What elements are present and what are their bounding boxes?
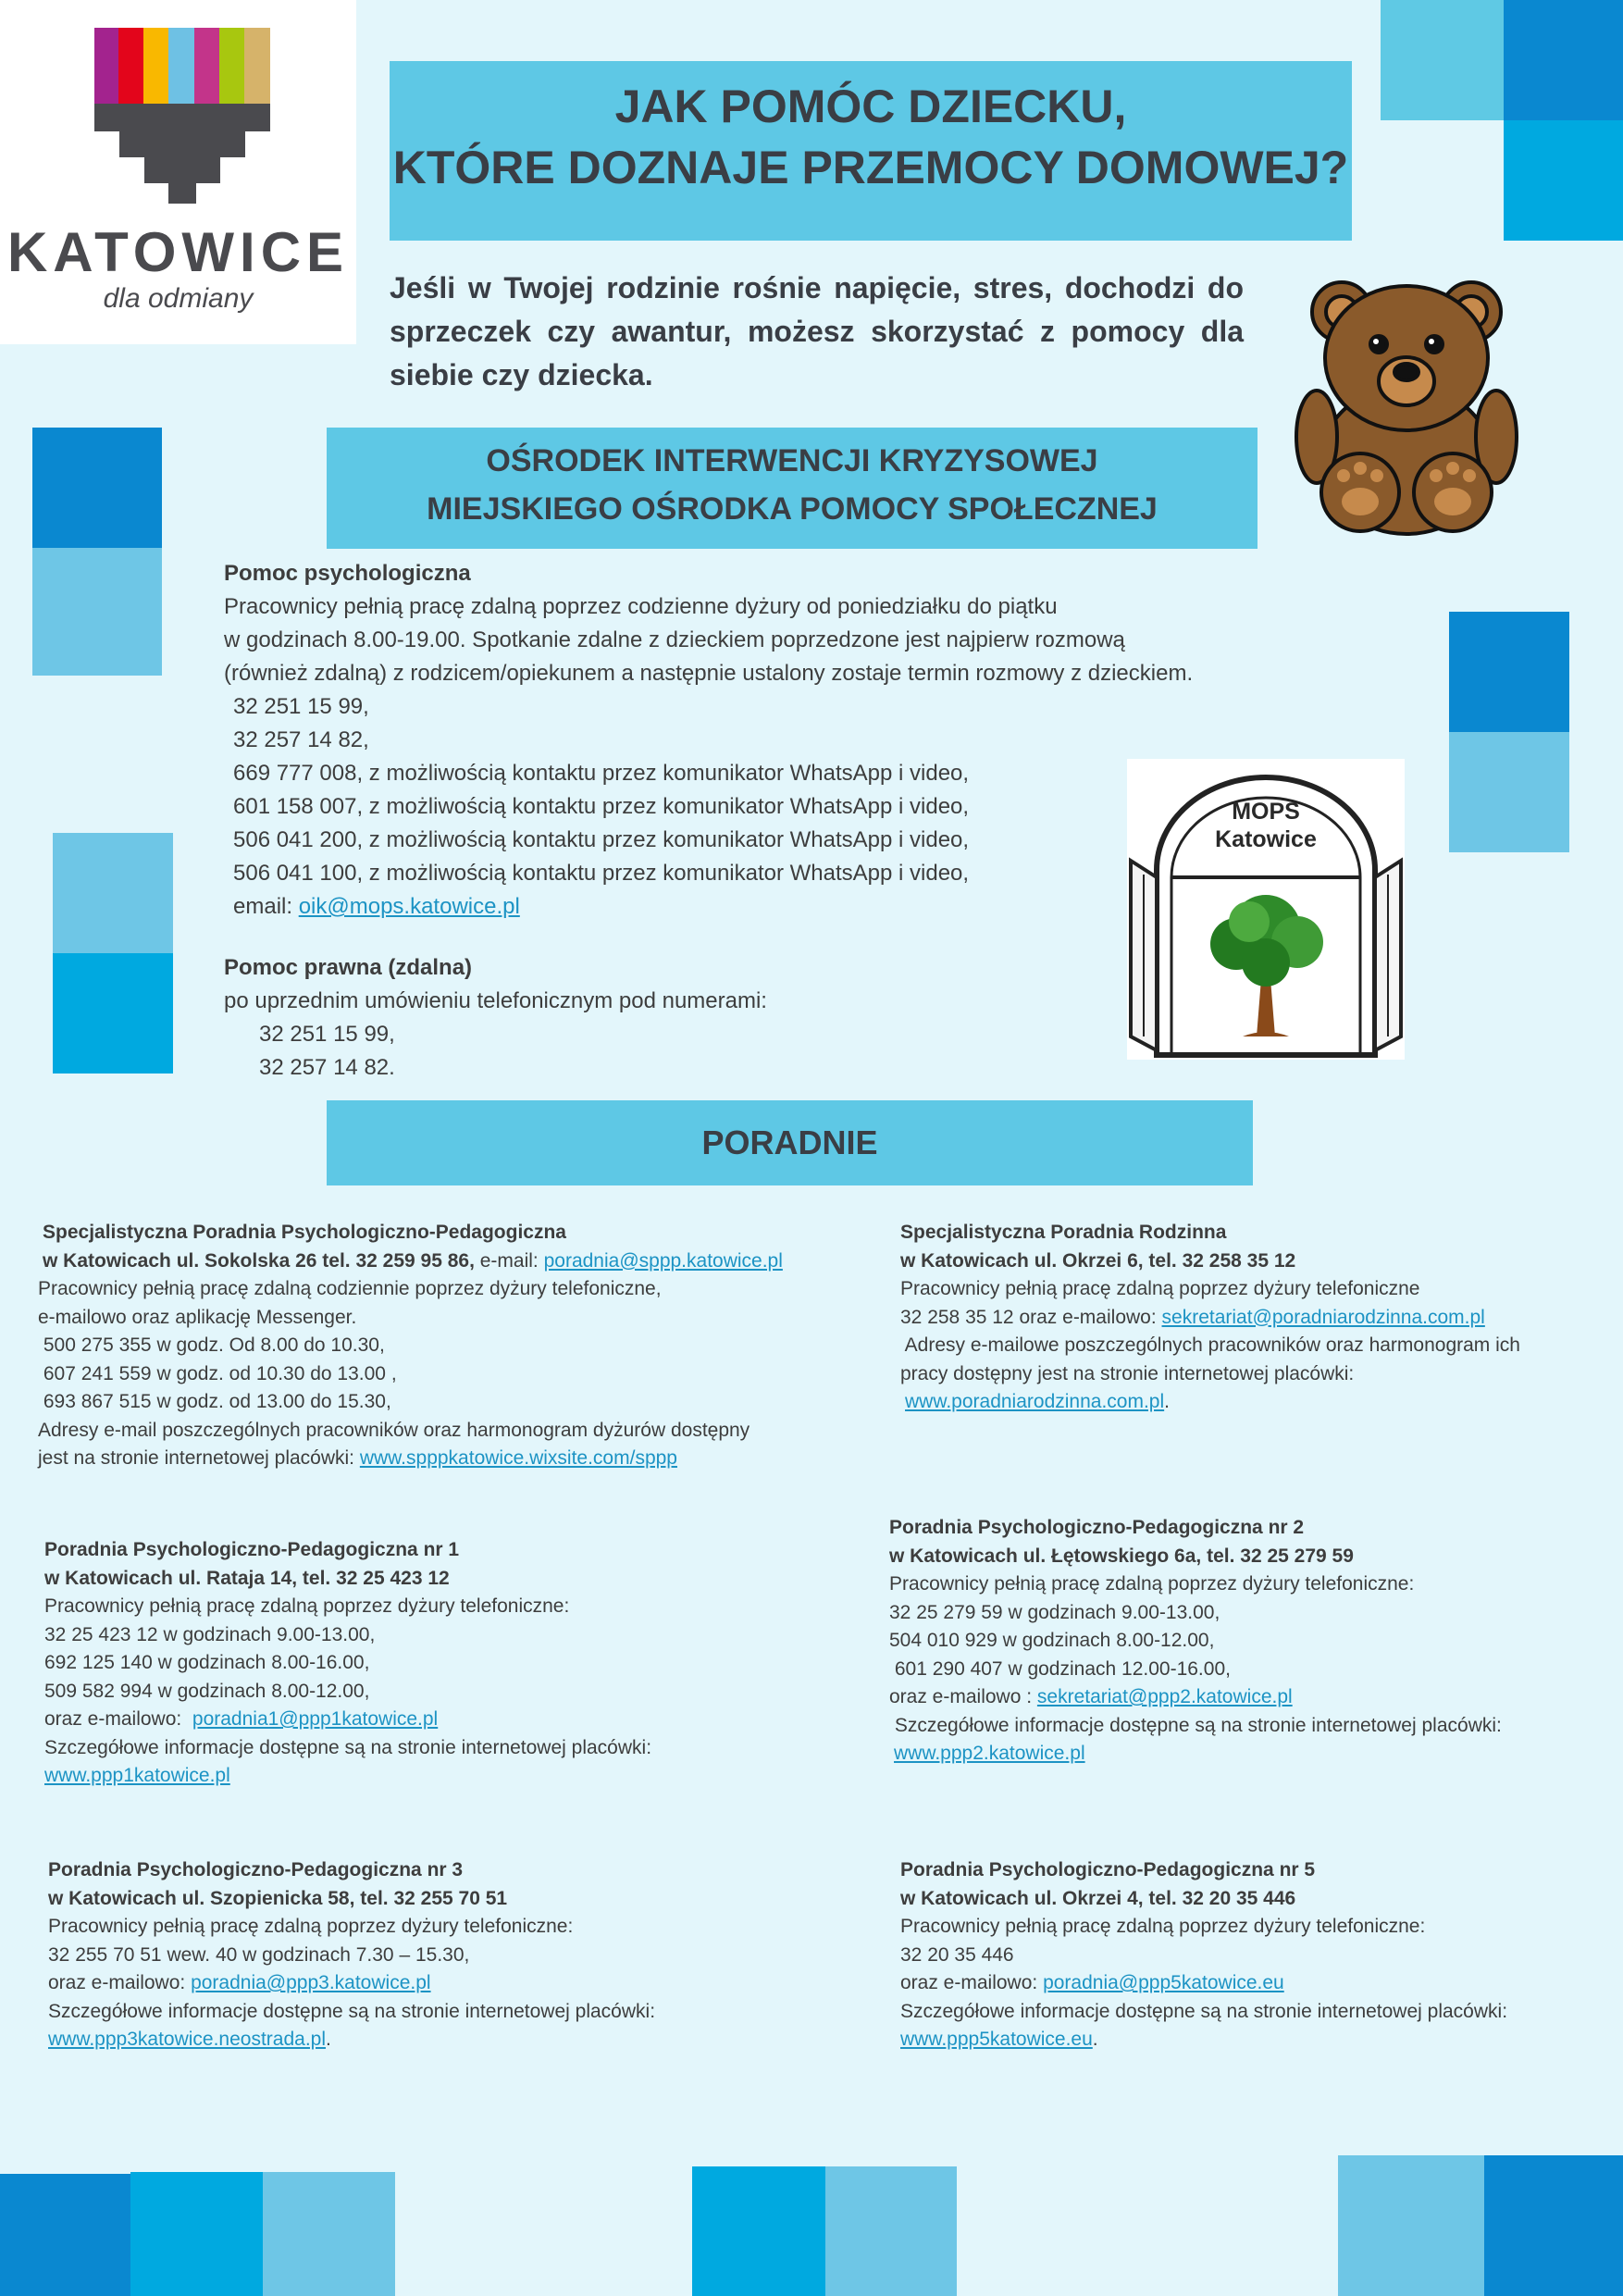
ppp3-www-suffix: .: [326, 2029, 331, 2050]
deco-square: [1504, 0, 1623, 120]
deco-square: [1449, 732, 1569, 852]
ppp3-email-link[interactable]: poradnia@ppp3.katowice.pl: [191, 1972, 431, 1993]
ppp2-line: 32 25 279 59 w godzinach 9.00-13.00,: [889, 1601, 1220, 1623]
ppp5-email-row: [900, 1969, 1604, 1998]
mops-logo-line-1: MOPS: [1232, 799, 1300, 825]
deco-square: [0, 2174, 130, 2296]
deco-square: [53, 833, 173, 953]
psych-email-link[interactable]: oik@mops.katowice.pl: [298, 894, 520, 919]
spr-name: Specjalistyczna Poradnia Rodzinna: [900, 1222, 1227, 1243]
katowice-heart-icon: [94, 28, 270, 204]
ppp3-line: 32 255 70 51 wew. 40 w godzinach 7.30 – 15.30,: [48, 1943, 470, 1966]
sppp-line: Adresy e-mail poszczególnych pracowników oraz harmonogram dyżurów dostępny: [38, 1419, 750, 1441]
sppp-line: 500 275 355 w godz. Od 8.00 do 10.30,: [38, 1334, 385, 1356]
ppp5-www-suffix: .: [1092, 2029, 1098, 2050]
ppp2-line: 601 290 407 w godzinach 12.00-16.00,: [889, 1657, 1231, 1680]
psych-phone: 601 158 007, z możliwością kontaktu przez komunikator WhatsApp i video,: [233, 794, 970, 819]
deco-square: [1338, 2155, 1484, 2296]
ppp2-line: 504 010 929 w godzinach 8.00-12.00,: [889, 1630, 1215, 1651]
legal-help-line: po uprzednim umówieniu telefonicznym pod numerami:: [224, 988, 767, 1013]
spr-line: Adresy e-mailowe poszczególnych pracowników oraz harmonogram ich: [900, 1334, 1520, 1356]
teddy-bear-icon: [1291, 270, 1522, 539]
psych-phone: 506 041 200, z możliwością kontaktu przez komunikator WhatsApp i video,: [233, 827, 970, 852]
spr-www-suffix: .: [1164, 1391, 1170, 1412]
psych-help-line: w godzinach 8.00-19.00. Spotkanie zdalne z dzieckiem poprzedzone jest najpierw rozmową: [224, 627, 1125, 652]
katowice-logo: [0, 0, 356, 344]
spr-address: w Katowicach ul. Okrzei 6, tel. 32 258 35 12: [900, 1249, 1296, 1272]
sppp-email-link[interactable]: poradnia@sppp.katowice.pl: [543, 1249, 783, 1272]
poradnie-banner: [327, 1100, 1253, 1185]
ppp5-line: Pracownicy pełnią pracę zdalną poprzez dyżury telefoniczne:: [900, 1916, 1426, 1937]
ppp3-address: w Katowicach ul. Szopienicka 58, tel. 32 255 70 51: [48, 1887, 508, 1909]
ppp3-www-row: [48, 2026, 844, 2054]
ppp2-email-label: oraz e-mailowo :: [889, 1686, 1037, 1707]
title-line-2: KTÓRE DOZNAJE PRZEMOCY DOMOWEJ?: [392, 142, 1349, 193]
ppp2-block: [889, 1514, 1592, 1769]
legal-help-section: [224, 951, 1057, 1085]
deco-square: [1381, 0, 1504, 120]
psych-phone: 506 041 100, z możliwością kontaktu przez komunikator WhatsApp i video,: [233, 861, 970, 886]
crisis-center-banner: [327, 428, 1258, 549]
ppp3-line: Pracownicy pełnią pracę zdalną poprzez dyżury telefoniczne:: [48, 1916, 574, 1937]
sppp-www-link[interactable]: www.spppkatowice.wixsite.com/sppp: [359, 1447, 677, 1469]
psych-phone: 32 257 14 82,: [233, 727, 369, 752]
spr-email-link[interactable]: sekretariat@poradniarodzinna.com.pl: [1161, 1306, 1485, 1328]
ppp2-email-row: [889, 1683, 1592, 1712]
sppp-block: [38, 1219, 843, 1473]
ppp1-email-label: oraz e-mailowo:: [44, 1708, 192, 1730]
ppp1-address: w Katowicach ul. Rataja 14, tel. 32 25 423 12: [44, 1567, 450, 1589]
sppp-line: Pracownicy pełnią pracę zdalną codziennie poprzez dyżury telefoniczne,: [38, 1278, 662, 1299]
ppp3-email-label: oraz e-mailowo:: [48, 1972, 192, 1993]
ppp3-block: [48, 1856, 844, 2054]
ppp2-name: Poradnia Psychologiczno-Pedagogiczna nr 2: [889, 1517, 1305, 1538]
ppp1-email-row: [44, 1706, 840, 1734]
mops-logo-line-2: Katowice: [1215, 826, 1317, 852]
deco-square: [1504, 120, 1623, 241]
deco-square: [825, 2166, 957, 2296]
ppp5-line: Szczegółowe informacje dostępne są na stronie internetowej placówki:: [900, 2000, 1508, 2022]
ppp1-name: Poradnia Psychologiczno-Pedagogiczna nr 1: [44, 1539, 460, 1560]
ppp5-block: [900, 1856, 1604, 2054]
sppp-line: 693 867 515 w godz. od 13.00 do 15.30,: [38, 1391, 391, 1412]
spr-www-row: [900, 1388, 1585, 1417]
poradnie-title: PORADNIE: [701, 1123, 878, 1161]
deco-square: [692, 2166, 825, 2296]
ppp3-name: Poradnia Psychologiczno-Pedagogiczna nr 3: [48, 1859, 464, 1880]
title-line-1: JAK POMÓC DZIECKU,: [614, 81, 1127, 132]
sppp-www-label: jest na stronie internetowej placówki:: [38, 1447, 360, 1469]
ppp2-line: Szczegółowe informacje dostępne są na stronie internetowej placówki:: [889, 1714, 1502, 1736]
deco-square: [53, 953, 173, 1074]
ppp3-line: Szczegółowe informacje dostępne są na stronie internetowej placówki:: [48, 2000, 656, 2022]
sppp-line: e-mailowo oraz aplikację Messenger.: [38, 1306, 357, 1328]
ppp5-www-row: [900, 2026, 1604, 2054]
crisis-center-line-1: OŚRODEK INTERWENCJI KRYZYSOWEJ: [486, 443, 1098, 478]
sppp-line: 607 241 559 w godz. od 10.30 do 13.00 ,: [38, 1362, 397, 1384]
psych-email-label: email:: [233, 894, 299, 919]
psych-help-line: Pracownicy pełnią pracę zdalną poprzez codzienne dyżury od poniedziałku do piątku: [224, 594, 1058, 619]
ppp1-block: [44, 1536, 840, 1791]
ppp5-www-link[interactable]: www.ppp5katowice.eu: [900, 2029, 1093, 2050]
ppp5-address: w Katowicach ul. Okrzei 4, tel. 32 20 35 446: [900, 1887, 1296, 1909]
deco-square: [1449, 612, 1569, 732]
ppp2-line: Pracownicy pełnią pracę zdalną poprzez dyżury telefoniczne:: [889, 1573, 1415, 1595]
sppp-www-row: [38, 1445, 843, 1473]
crisis-center-line-2: MIEJSKIEGO OŚRODKA POMOCY SPOŁECZNEJ: [427, 491, 1158, 527]
ppp1-www-link[interactable]: www.ppp1katowice.pl: [44, 1765, 230, 1786]
spr-line: pracy dostępny jest na stronie internetowej placówki:: [900, 1362, 1355, 1384]
ppp1-www-row: [44, 1762, 840, 1791]
spr-email-label: 32 258 35 12 oraz e-mailowo:: [900, 1306, 1162, 1328]
deco-square: [130, 2172, 263, 2296]
psych-help-line: (również zdalną) z rodzicem/opiekunem a następnie ustalony zostaje termin rozmowy z dzieckiem.: [224, 661, 1194, 686]
ppp2-address: w Katowicach ul. Łętowskiego 6a, tel. 32 25 279 59: [889, 1545, 1354, 1567]
ppp2-email-link[interactable]: sekretariat@ppp2.katowice.pl: [1036, 1686, 1293, 1707]
ppp3-www-link[interactable]: www.ppp3katowice.neostrada.pl: [48, 2029, 327, 2050]
spr-www-link[interactable]: www.poradniarodzinna.com.pl: [905, 1391, 1165, 1412]
ppp5-email-label: oraz e-mailowo:: [900, 1972, 1044, 1993]
ppp1-line: 692 125 140 w godzinach 8.00-16.00,: [44, 1652, 370, 1673]
spr-email-row: [900, 1304, 1585, 1333]
deco-square: [263, 2172, 395, 2296]
spr-block: [900, 1219, 1585, 1417]
sppp-address: w Katowicach ul. Sokolska 26 tel. 32 259 95 86,: [43, 1249, 475, 1272]
sppp-address-row: [38, 1247, 843, 1276]
title-banner: [390, 61, 1352, 241]
psych-phone: 32 251 15 99,: [233, 694, 369, 719]
legal-help-heading: Pomoc prawna (zdalna): [224, 955, 473, 980]
spr-line: Pracownicy pełnią pracę zdalną poprzez dyżury telefoniczne: [900, 1278, 1420, 1299]
mops-logo: [1127, 759, 1405, 1060]
ppp1-line: Szczegółowe informacje dostępne są na stronie internetowej placówki:: [44, 1736, 652, 1758]
sppp-name: Specjalistyczna Poradnia Psychologiczno-Pedagogiczna: [43, 1222, 566, 1243]
psych-help-heading: Pomoc psychologiczna: [224, 561, 471, 586]
ppp1-line: 32 25 423 12 w godzinach 9.00-13.00,: [44, 1623, 376, 1645]
ppp1-line: 509 582 994 w godzinach 8.00-12.00,: [44, 1680, 370, 1702]
mops-logo-text: [1127, 798, 1405, 853]
deco-square: [1484, 2155, 1623, 2296]
psych-phone: 669 777 008, z możliwością kontaktu przez komunikator WhatsApp i video,: [233, 761, 970, 786]
ppp5-email-link[interactable]: poradnia@ppp5katowice.eu: [1043, 1972, 1284, 1993]
ppp1-line: Pracownicy pełnią pracę zdalną poprzez dyżury telefoniczne:: [44, 1595, 570, 1617]
ppp5-name: Poradnia Psychologiczno-Pedagogiczna nr 5: [900, 1859, 1316, 1880]
deco-square: [32, 548, 162, 676]
sppp-email-label: e-mail:: [474, 1249, 544, 1272]
ppp2-www-link[interactable]: www.ppp2.katowice.pl: [894, 1743, 1085, 1764]
ppp5-line: 32 20 35 446: [900, 1943, 1014, 1966]
intro-text: Jeśli w Twojej rodzinie rośnie napięcie, stres, dochodzi do sprzeczek czy awantur, możesz skorzystać z pomocy dla siebie czy dziecka.: [390, 271, 1244, 391]
legal-phone: 32 257 14 82.: [259, 1055, 395, 1080]
legal-phone: 32 251 15 99,: [259, 1022, 395, 1047]
logo-tagline: dla odmiany: [103, 283, 254, 314]
ppp3-email-row: [48, 1969, 844, 1998]
deco-square: [32, 428, 162, 548]
ppp2-www-row: [889, 1740, 1592, 1769]
ppp1-email-link[interactable]: poradnia1@ppp1katowice.pl: [192, 1708, 439, 1730]
logo-name: KATOWICE: [6, 221, 350, 283]
